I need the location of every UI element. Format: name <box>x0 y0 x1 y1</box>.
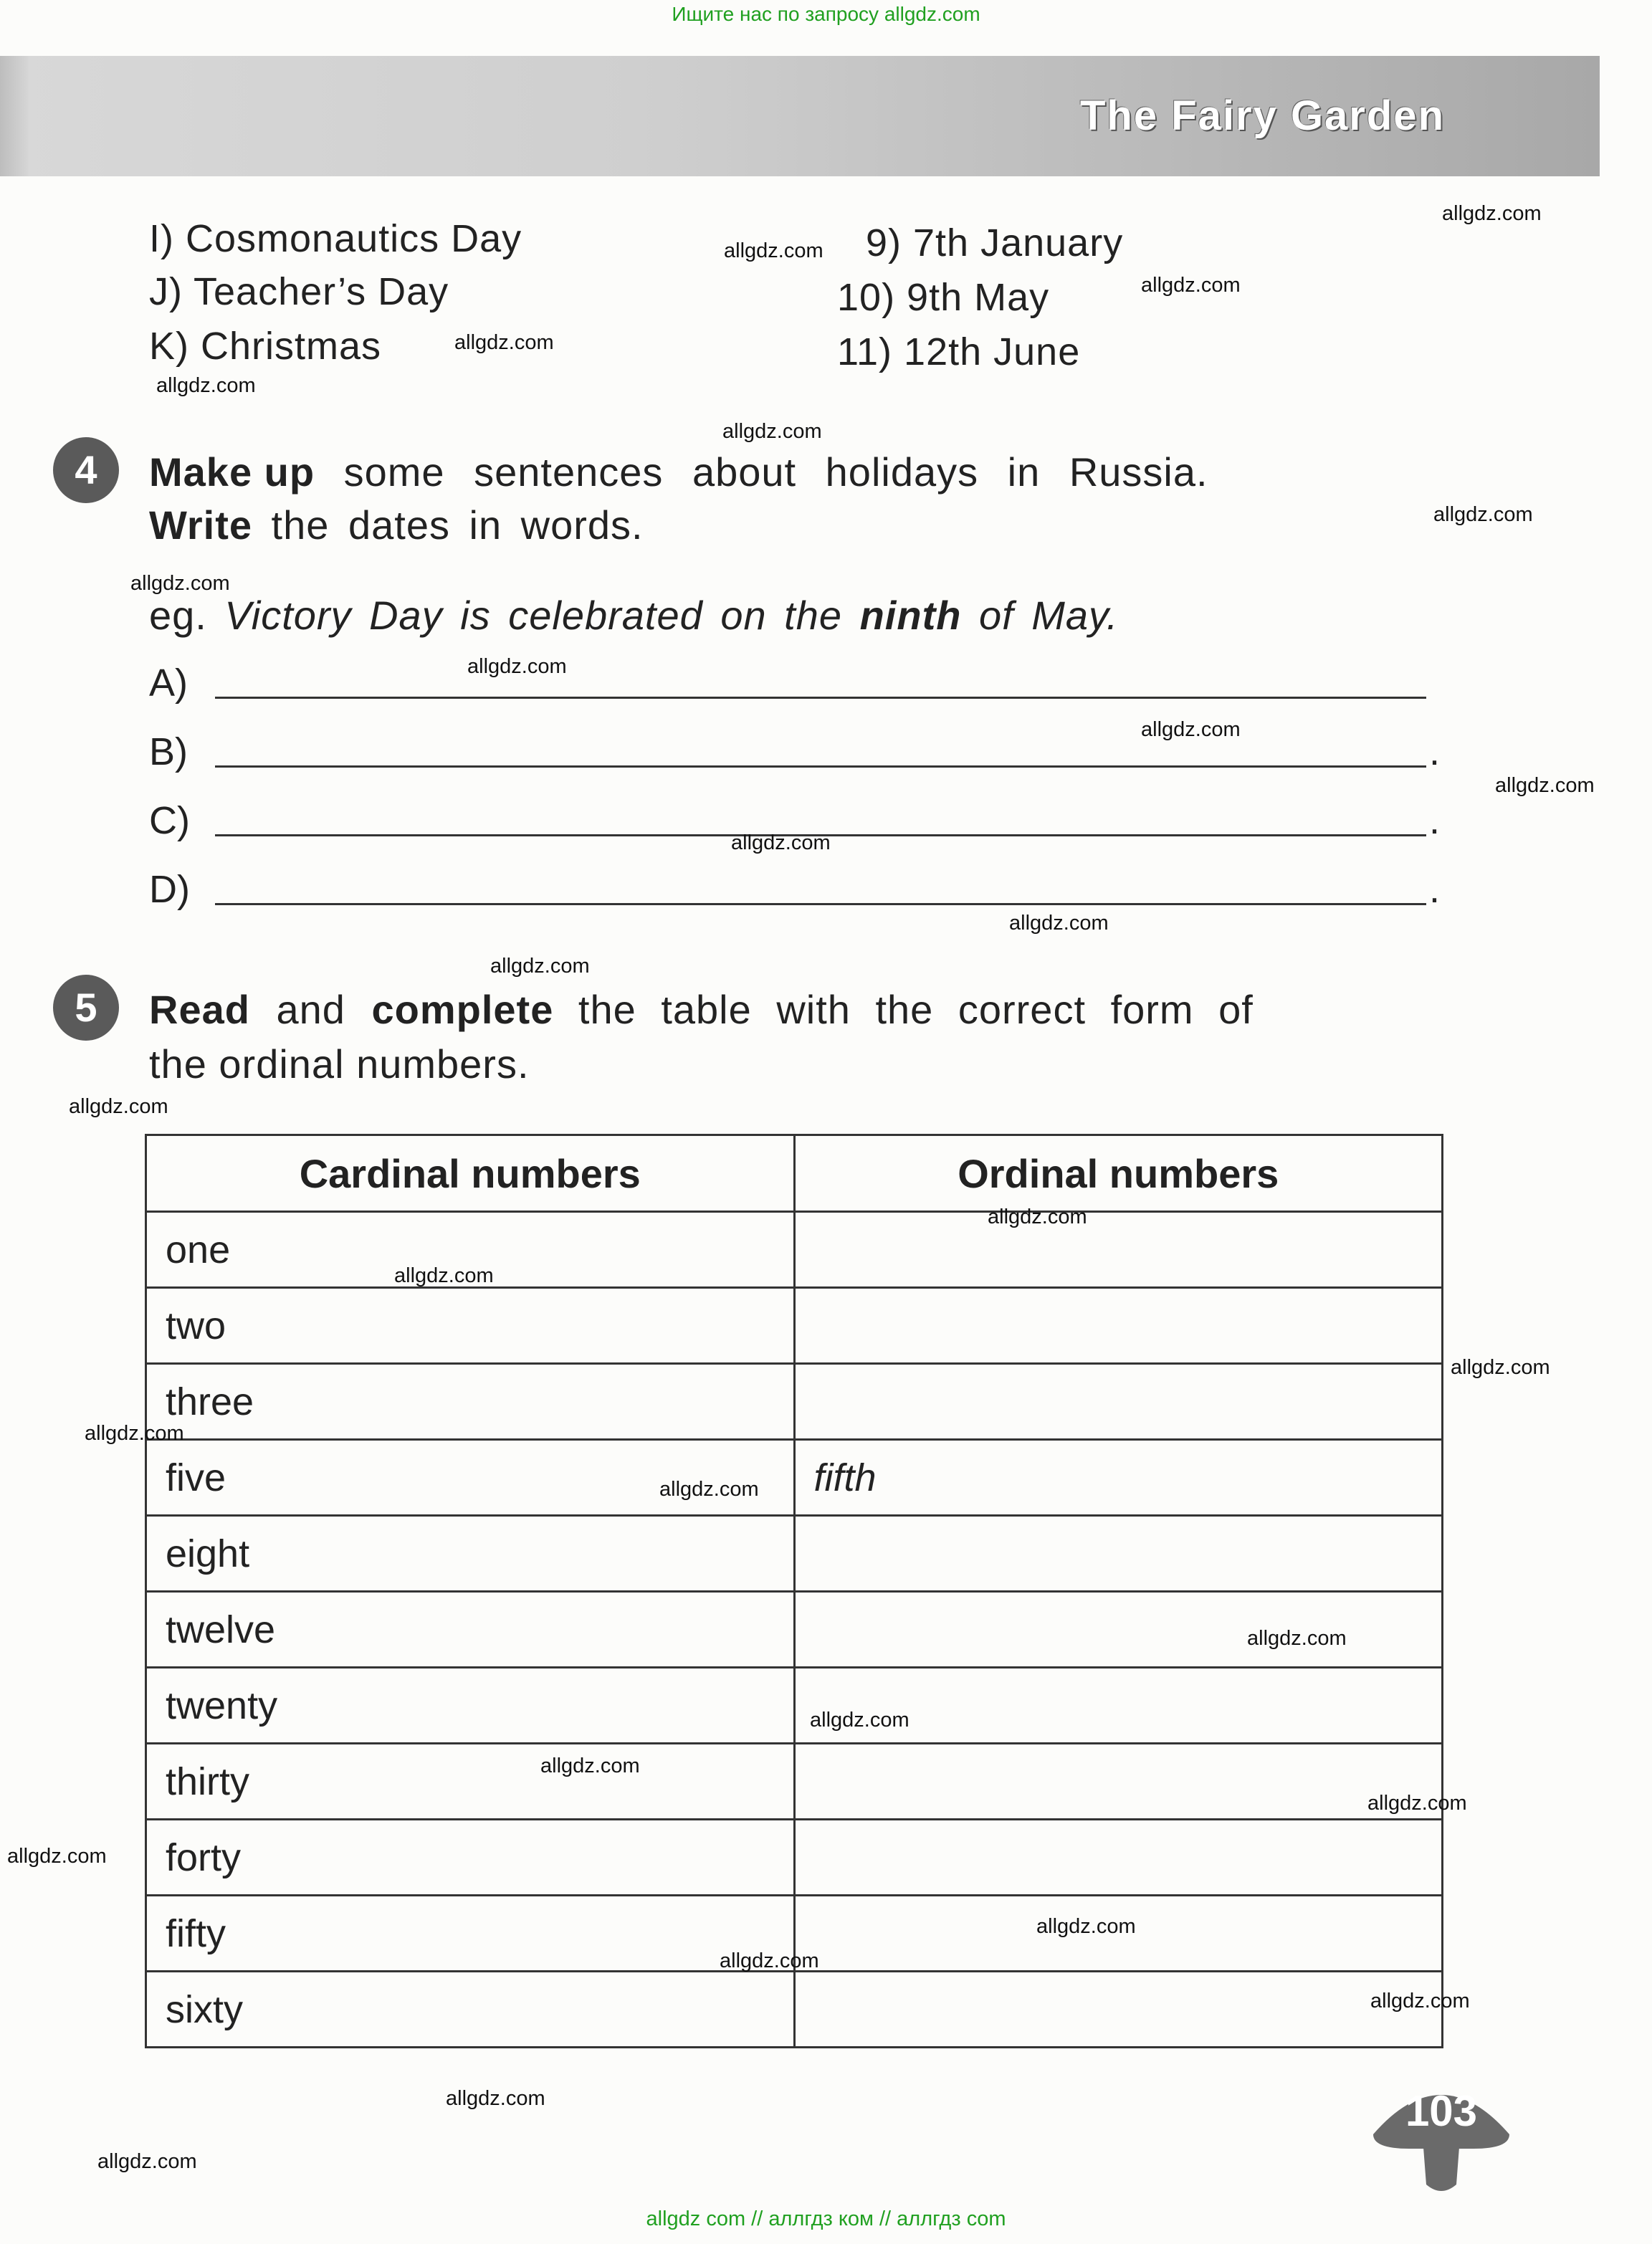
watermark: allgdz.com <box>85 1422 184 1445</box>
task-4-example <box>149 592 1118 639</box>
answer-rule[interactable] <box>215 765 1426 768</box>
ordinal-cell[interactable] <box>794 1516 1443 1592</box>
watermark: allgdz.com <box>731 831 831 854</box>
example-prefix: eg. <box>149 593 207 638</box>
watermark: allgdz.com <box>156 374 256 397</box>
list-item: I) Cosmonautics Day <box>149 217 522 260</box>
task-4-instruction-line1 <box>149 449 1208 495</box>
task-4-verb-make-up: Make up <box>149 449 315 495</box>
task-5-verb-read: Read <box>149 987 250 1032</box>
ordinal-cell[interactable] <box>794 1972 1443 2048</box>
task-5-text1: and <box>249 987 372 1032</box>
watermark: allgdz.com <box>722 420 822 443</box>
table-row <box>146 1364 1443 1440</box>
ordinal-cell[interactable] <box>794 1820 1443 1896</box>
watermark: allgdz.com <box>659 1478 759 1501</box>
watermark: allgdz.com <box>454 331 554 354</box>
page-number-badge <box>1366 2070 1517 2206</box>
watermark: allgdz.com <box>97 2150 197 2173</box>
task-4-text2: the dates in words. <box>252 502 644 548</box>
list-item: 9) 7th January <box>866 221 1124 264</box>
watermark: allgdz.com <box>130 572 230 595</box>
task-4-instruction-line2 <box>149 502 644 548</box>
ordinal-cell[interactable]: fifth <box>794 1440 1443 1516</box>
cardinal-cell: forty <box>146 1820 795 1896</box>
answer-label: A) <box>149 662 188 705</box>
watermark: allgdz.com <box>7 1845 107 1868</box>
watermark: allgdz.com <box>1451 1356 1550 1379</box>
answer-rule[interactable] <box>215 697 1426 699</box>
watermark: allgdz.com <box>1370 1990 1470 2013</box>
cardinal-cell: twelve <box>146 1592 795 1668</box>
watermark: allgdz.com <box>724 239 823 262</box>
watermark: allgdz.com <box>810 1709 909 1732</box>
answer-label: D) <box>149 868 190 911</box>
watermark: allgdz.com <box>988 1205 1087 1228</box>
watermark: allgdz.com <box>1247 1627 1347 1650</box>
header-bar <box>0 56 1600 176</box>
answer-end-mark: . <box>1429 730 1441 773</box>
list-item: 10) 9th May <box>837 276 1050 319</box>
table-row <box>146 1288 1443 1364</box>
table-row <box>146 1744 1443 1820</box>
ordinal-cell[interactable] <box>794 1364 1443 1440</box>
column-header-ordinal: Ordinal numbers <box>794 1135 1443 1212</box>
mushroom-icon <box>1366 2070 1517 2206</box>
cardinal-cell: two <box>146 1288 795 1364</box>
task-5-instruction-line2: the ordinal numbers. <box>149 1041 530 1087</box>
table-header-row <box>146 1135 1443 1212</box>
cardinal-cell: three <box>146 1364 795 1440</box>
table-row <box>146 1820 1443 1896</box>
column-header-cardinal: Cardinal numbers <box>146 1135 795 1212</box>
watermark: allgdz.com <box>467 655 567 678</box>
bottom-banner: allgdz com // аллгдз ком // аллгдз com <box>646 2207 1006 2230</box>
cardinal-cell: sixty <box>146 1972 795 2048</box>
answer-rule[interactable] <box>215 903 1426 905</box>
ordinal-table <box>145 1134 1443 2048</box>
watermark: allgdz.com <box>1141 274 1241 297</box>
answer-label: B) <box>149 730 188 773</box>
task-5-verb-complete: complete <box>371 987 554 1032</box>
watermark: allgdz.com <box>1141 718 1241 741</box>
watermark: allgdz.com <box>1036 1915 1136 1938</box>
cardinal-cell: fifty <box>146 1896 795 1972</box>
example-text-a: Victory Day is celebrated on the <box>206 593 860 638</box>
answer-end-mark: . <box>1429 868 1441 911</box>
list-item: J) Teacher’s Day <box>149 270 449 313</box>
watermark: allgdz.com <box>720 1949 819 1972</box>
page-number: 103 <box>1405 2087 1478 2135</box>
task-4-text1: some sentences about holidays in Russia. <box>315 449 1208 495</box>
task-4-verb-write: Write <box>149 502 252 548</box>
list-item: 11) 12th June <box>837 330 1081 373</box>
watermark: allgdz.com <box>69 1095 168 1118</box>
table-row <box>146 1440 1443 1516</box>
answer-end-mark: . <box>1429 799 1441 842</box>
task-5-text2: the table with the correct form of <box>553 987 1254 1032</box>
watermark: allgdz.com <box>540 1754 640 1777</box>
example-bold-word: ninth <box>859 593 962 638</box>
watermark: allgdz.com <box>1495 774 1595 797</box>
table-row <box>146 1212 1443 1288</box>
watermark: allgdz.com <box>1433 503 1533 526</box>
example-text-b: of May. <box>961 593 1119 638</box>
watermark: allgdz.com <box>394 1264 494 1287</box>
cardinal-cell: five <box>146 1440 795 1516</box>
task-4-badge: 4 <box>53 437 119 503</box>
watermark: allgdz.com <box>1009 912 1109 935</box>
watermark: allgdz.com <box>490 955 590 978</box>
ordinal-cell[interactable] <box>794 1212 1443 1288</box>
task-5-badge: 5 <box>53 975 119 1041</box>
ordinal-cell[interactable] <box>794 1288 1443 1364</box>
ordinal-cell[interactable] <box>794 1744 1443 1820</box>
cardinal-cell: twenty <box>146 1668 795 1744</box>
watermark: allgdz.com <box>1442 202 1542 225</box>
answer-label: C) <box>149 799 190 842</box>
page-title: The Fairy Garden <box>1079 92 1445 139</box>
list-item: K) Christmas <box>149 325 382 368</box>
task-5-instruction-line1 <box>149 986 1254 1033</box>
watermark: allgdz.com <box>1367 1792 1467 1815</box>
cardinal-cell: thirty <box>146 1744 795 1820</box>
top-banner: Ищите нас по запросу allgdz.com <box>672 3 980 25</box>
watermark: allgdz.com <box>446 2087 545 2110</box>
cardinal-cell: eight <box>146 1516 795 1592</box>
table-row <box>146 1972 1443 2048</box>
table-row <box>146 1516 1443 1592</box>
cardinal-cell: one <box>146 1212 795 1288</box>
table-row <box>146 1668 1443 1744</box>
